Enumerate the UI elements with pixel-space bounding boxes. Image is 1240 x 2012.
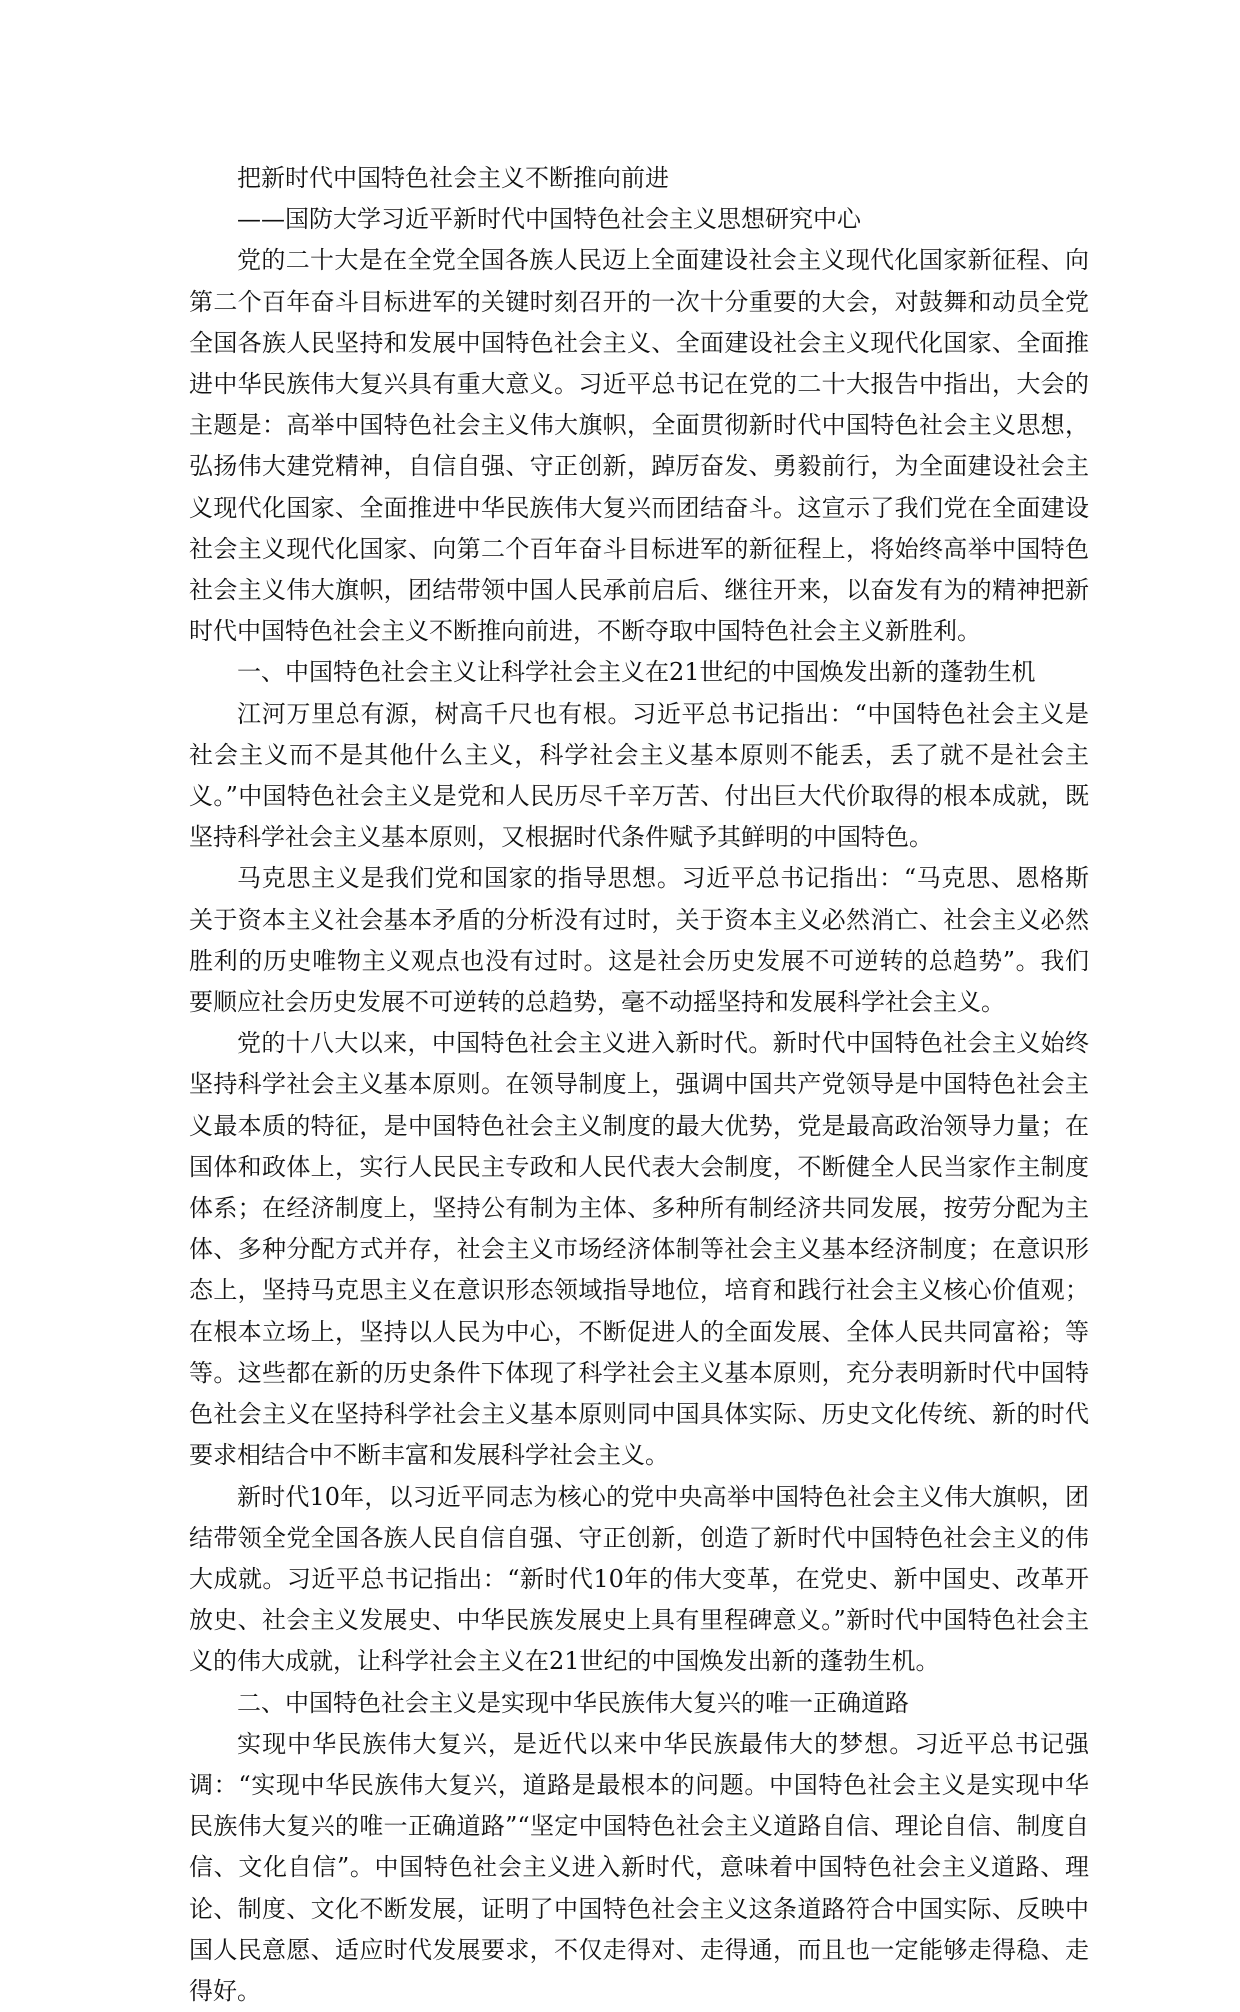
paragraph: 江河万里总有源，树高千尺也有根。习近平总书记指出：“中国特色社会主义是社会主义而不是其他什么主义，科学社会主义基本原则不能丢，丢了就不是社会主义。”中国特色社会主义是党和人民历尽千辛万苦、付出巨大代价取得的根本成就，既坚持科学社会主义基本原则，又根据时代条件赋予其鲜明的中国特色。 [189,699,1089,852]
document-title: 把新时代中国特色社会主义不断推向前进 [237,164,669,192]
paragraph: 马克思主义是我们党和国家的指导思想。习近平总书记指出：“马克思、恩格斯关于资本主义社会基本矛盾的分析没有过时，关于资本主义必然消亡、社会主义必然胜利的历史唯物主义观点也没有过时。这是社会历史发展不可逆转的总趋势”。我们要顺应社会历史发展不可逆转的总趋势，毫不动摇坚持和发展科学社会主义。 [189,864,1089,1017]
paragraph: 新时代10年，以习近平同志为核心的党中央高举中国特色社会主义伟大旗帜，团结带领全党全国各族人民自信自强、守正创新，创造了新时代中国特色社会主义的伟大成就。习近平总书记指出：“新时代10年的伟大变革，在党史、新中国史、改革开放史、社会主义发展史、中华民族发展史上具有里程碑意义。”新时代中国特色社会主义的伟大成就，让科学社会主义在21世纪的中国焕发出新的蓬勃生机。 [189,1482,1089,1676]
section-heading-1: 一、中国特色社会主义让科学社会主义在21世纪的中国焕发出新的蓬勃生机 [237,658,1036,687]
document-body [189,158,1089,2012]
paragraph-intro: 党的二十大是在全党全国各族人民迈上全面建设社会主义现代化国家新征程、向第二个百年奋斗目标进军的关键时刻召开的一次十分重要的大会，对鼓舞和动员全党全国各族人民坚持和发展中国特色社会主义、全面建设社会主义现代化国家、全面推进中华民族伟大复兴具有重大意义。习近平总书记在党的二十大报告中指出，大会的主题是：高举中国特色社会主义伟大旗帜，全面贯彻新时代中国特色社会主义思想，弘扬伟大建党精神，自信自强、守正创新，踔厉奋发、勇毅前行，为全面建设社会主义现代化国家、全面推进中华民族伟大复兴而团结奋斗。这宣示了我们党在全面建设社会主义现代化国家、向第二个百年奋斗目标进军的新征程上，将始终高举中国特色社会主义伟大旗帜，团结带领中国人民承前启后、继往开来，以奋发有为的精神把新时代中国特色社会主义不断推向前进，不断夺取中国特色社会主义新胜利。 [189,246,1089,646]
paragraph: 实现中华民族伟大复兴，是近代以来中华民族最伟大的梦想。习近平总书记强调：“实现中华民族伟大复兴，道路是最根本的问题。中国特色社会主义是实现中华民族伟大复兴的唯一正确道路”“坚定中国特色社会主义道路自信、理论自信、制度自信、文化自信”。中国特色社会主义进入新时代，意味着中国特色社会主义道路、理论、制度、文化不断发展，证明了中国特色社会主义这条道路符合中国实际、反映中国人民意愿、适应时代发展要求，不仅走得对、走得通，而且也一定能够走得稳、走得好。 [189,1729,1089,2005]
section-heading-2: 二、中国特色社会主义是实现中华民族伟大复兴的唯一正确道路 [237,1688,909,1717]
paragraph: 党的十八大以来，中国特色社会主义进入新时代。新时代中国特色社会主义始终坚持科学社会主义基本原则。在领导制度上，强调中国共产党领导是中国特色社会主义最本质的特征，是中国特色社会主义制度的最大优势，党是最高政治领导力量；在国体和政体上，实行人民民主专政和人民代表大会制度，不断健全人民当家作主制度体系；在经济制度上，坚持公有制为主体、多种所有制经济共同发展，按劳分配为主体、多种分配方式并存，社会主义市场经济体制等社会主义基本经济制度；在意识形态上，坚持马克思主义在意识形态领域指导地位，培育和践行社会主义核心价值观；在根本立场上，坚持以人民为中心，不断促进人的全面发展、全体人民共同富裕；等等。这些都在新的历史条件下体现了科学社会主义基本原则，充分表明新时代中国特色社会主义在坚持科学社会主义基本原则同中国具体实际、历史文化传统、新的时代要求相结合中不断丰富和发展科学社会主义。 [189,1029,1089,1470]
document-byline: ——国防大学习近平新时代中国特色社会主义思想研究中心 [237,205,861,234]
